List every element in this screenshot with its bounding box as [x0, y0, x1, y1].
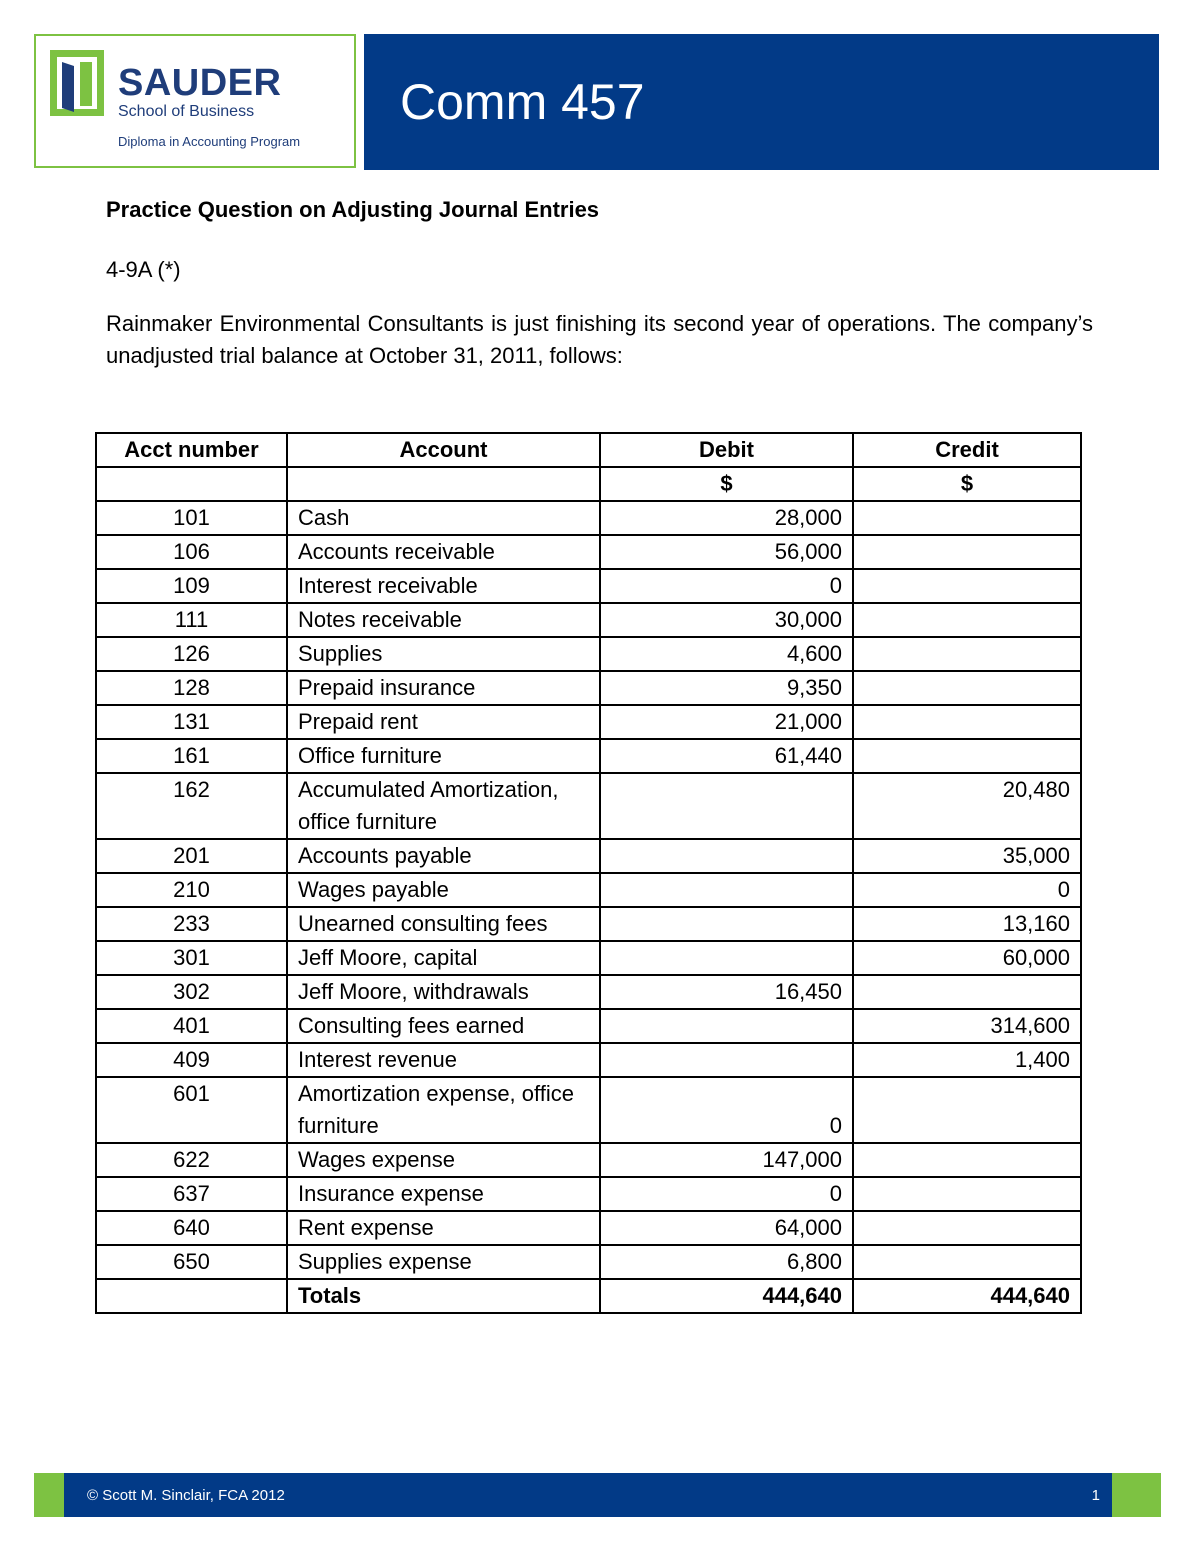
table-row: [96, 569, 1081, 603]
acct-number: 301: [96, 941, 287, 975]
logo-program: Diploma in Accounting Program: [118, 134, 301, 149]
debit-amount: 30,000: [600, 603, 853, 637]
credit-amount: [853, 535, 1081, 569]
account-name: Insurance expense: [287, 1177, 600, 1211]
totals-blank: [96, 1279, 287, 1313]
account-name: Wages expense: [287, 1143, 600, 1177]
debit-amount: 147,000: [600, 1143, 853, 1177]
acct-number: 162: [96, 773, 287, 839]
debit-amount: 16,450: [600, 975, 853, 1009]
acct-number: 106: [96, 535, 287, 569]
currency-blank: [287, 467, 600, 501]
debit-amount: 6,800: [600, 1245, 853, 1279]
account-name: Prepaid insurance: [287, 671, 600, 705]
debit-amount: [600, 907, 853, 941]
acct-number: 409: [96, 1043, 287, 1077]
table-row: [96, 1177, 1081, 1211]
acct-number: 161: [96, 739, 287, 773]
credit-amount: 20,480: [853, 773, 1081, 839]
table-row: [96, 501, 1081, 535]
table-row: [96, 535, 1081, 569]
account-name: Jeff Moore, withdrawals: [287, 975, 600, 1009]
debit-amount: 9,350: [600, 671, 853, 705]
header-account: Account: [287, 433, 600, 467]
credit-amount: 1,400: [853, 1043, 1081, 1077]
debit-amount: [600, 773, 853, 839]
table-row: [96, 839, 1081, 873]
acct-number: 109: [96, 569, 287, 603]
acct-number: 128: [96, 671, 287, 705]
debit-amount: 21,000: [600, 705, 853, 739]
table-row: [96, 773, 1081, 839]
logo-school: School of Business: [118, 103, 255, 120]
credit-amount: 60,000: [853, 941, 1081, 975]
credit-amount: [853, 569, 1081, 603]
debit-amount: 0: [600, 1177, 853, 1211]
acct-number: 622: [96, 1143, 287, 1177]
acct-number: 111: [96, 603, 287, 637]
footer-bar: [64, 1473, 1112, 1517]
header-credit: Credit: [853, 433, 1081, 467]
header-debit: Debit: [600, 433, 853, 467]
credit-amount: [853, 501, 1081, 535]
account-name: Supplies expense: [287, 1245, 600, 1279]
credit-amount: [853, 1211, 1081, 1245]
table-header-row: [96, 433, 1081, 467]
credit-amount: [853, 705, 1081, 739]
credit-currency: $: [853, 467, 1081, 501]
credit-amount: [853, 739, 1081, 773]
document-heading: Practice Question on Adjusting Journal Entries: [106, 197, 600, 222]
debit-currency: $: [600, 467, 853, 501]
acct-number: 126: [96, 637, 287, 671]
acct-number: 650: [96, 1245, 287, 1279]
account-name: Unearned consulting fees: [287, 907, 600, 941]
table-row: [96, 671, 1081, 705]
account-name: Interest receivable: [287, 569, 600, 603]
debit-amount: [600, 941, 853, 975]
credit-amount: [853, 975, 1081, 1009]
table-row: [96, 941, 1081, 975]
account-name: Prepaid rent: [287, 705, 600, 739]
account-name: Office furniture: [287, 739, 600, 773]
table-row: [96, 1211, 1081, 1245]
debit-amount: 0: [600, 569, 853, 603]
debit-amount: [600, 1043, 853, 1077]
totals-row: [96, 1279, 1081, 1313]
sauder-logo-icon: [50, 50, 104, 116]
acct-number: 101: [96, 501, 287, 535]
total-debit: 444,640: [600, 1279, 853, 1313]
footer-accent-left: [34, 1473, 64, 1517]
account-name: Wages payable: [287, 873, 600, 907]
debit-amount: [600, 1009, 853, 1043]
account-name: Consulting fees earned: [287, 1009, 600, 1043]
credit-amount: [853, 671, 1081, 705]
credit-amount: [853, 1177, 1081, 1211]
account-name: Notes receivable: [287, 603, 600, 637]
debit-amount: 4,600: [600, 637, 853, 671]
credit-amount: [853, 637, 1081, 671]
table-row: [96, 739, 1081, 773]
acct-number: 210: [96, 873, 287, 907]
sauder-logo: [34, 34, 356, 168]
debit-amount: 61,440: [600, 739, 853, 773]
table-row: [96, 1009, 1081, 1043]
table-row: [96, 975, 1081, 1009]
table-row: [96, 873, 1081, 907]
table-row: [96, 1245, 1081, 1279]
credit-amount: 35,000: [853, 839, 1081, 873]
debit-amount: 0: [600, 1077, 853, 1143]
acct-number: 302: [96, 975, 287, 1009]
credit-amount: [853, 1077, 1081, 1143]
account-name: Rent expense: [287, 1211, 600, 1245]
credit-amount: [853, 1245, 1081, 1279]
table-row: [96, 1077, 1081, 1143]
course-title: Comm 457: [400, 74, 645, 130]
debit-amount: [600, 839, 853, 873]
acct-number: 637: [96, 1177, 287, 1211]
account-name: Cash: [287, 501, 600, 535]
footer-copyright: © Scott M. Sinclair, FCA 2012: [87, 1487, 285, 1504]
credit-amount: [853, 603, 1081, 637]
account-name: Accounts payable: [287, 839, 600, 873]
currency-blank: [96, 467, 287, 501]
acct-number: 201: [96, 839, 287, 873]
acct-number: 401: [96, 1009, 287, 1043]
credit-amount: 13,160: [853, 907, 1081, 941]
trial-balance-table: [95, 432, 1082, 1314]
acct-number: 601: [96, 1077, 287, 1143]
intro-paragraph: Rainmaker Environmental Consultants is just finishing its second year of operations. The company’s unadjusted trial balance at October 31, 2011, follows:: [106, 311, 1093, 368]
debit-amount: 28,000: [600, 501, 853, 535]
account-name: Interest revenue: [287, 1043, 600, 1077]
table-row: [96, 705, 1081, 739]
question-id: 4-9A (*): [106, 257, 181, 282]
credit-amount: 0: [853, 873, 1081, 907]
totals-label: Totals: [287, 1279, 600, 1313]
account-name: Accounts receivable: [287, 535, 600, 569]
credit-amount: [853, 1143, 1081, 1177]
acct-number: 640: [96, 1211, 287, 1245]
debit-amount: 64,000: [600, 1211, 853, 1245]
credit-amount: 314,600: [853, 1009, 1081, 1043]
page-number: 1: [1091, 1487, 1100, 1504]
debit-amount: 56,000: [600, 535, 853, 569]
account-name: Jeff Moore, capital: [287, 941, 600, 975]
logo-name: SAUDER: [118, 62, 282, 104]
title-banner: [364, 34, 1159, 170]
currency-row: [96, 467, 1081, 501]
footer-accent-right: [1112, 1473, 1161, 1517]
account-name: Amortization expense, office furniture: [287, 1077, 600, 1143]
total-credit: 444,640: [853, 1279, 1081, 1313]
account-name: Accumulated Amortization, office furniture: [287, 773, 600, 839]
table-row: [96, 603, 1081, 637]
table-row: [96, 1143, 1081, 1177]
header-acct-number: Acct number: [96, 433, 287, 467]
acct-number: 233: [96, 907, 287, 941]
trial-balance-rows: [96, 501, 1081, 1313]
debit-amount: [600, 873, 853, 907]
table-row: [96, 907, 1081, 941]
table-row: [96, 1043, 1081, 1077]
table-row: [96, 637, 1081, 671]
account-name: Supplies: [287, 637, 600, 671]
acct-number: 131: [96, 705, 287, 739]
